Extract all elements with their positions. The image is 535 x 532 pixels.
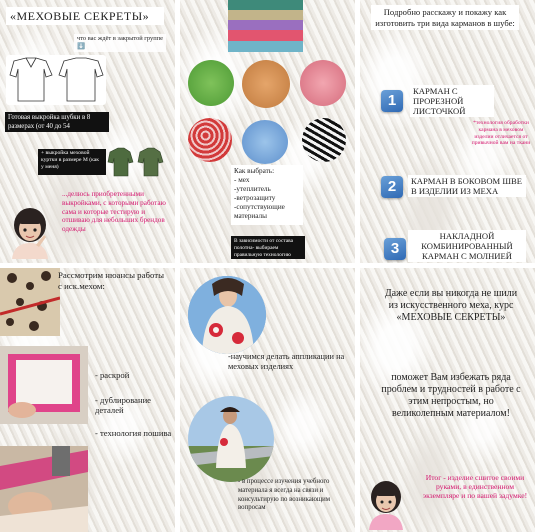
composition-note: В зависимости от состава полотна- выбираем правильную технологию	[231, 236, 305, 259]
fabric-stack-image	[228, 0, 303, 52]
model-park-photo	[188, 396, 274, 482]
course-title: «МЕХОВЫЕ СЕКРЕТЫ»	[6, 7, 164, 25]
pink-fur-swatch	[300, 60, 346, 106]
applique-text: -научимся делать аппликации на меховых изделиях	[228, 352, 345, 372]
avatar-icon	[364, 478, 408, 530]
number-badge-3: 3	[384, 238, 406, 260]
model-applique-photo	[188, 276, 266, 354]
number-badge-1: 1	[381, 90, 403, 112]
how-to-choose-text: Как выбрать: - мех -утеплитель -ветрозащиту -сопутствующие материалы	[231, 165, 303, 225]
coat-sketch-image	[6, 55, 106, 105]
panel-summary[interactable]	[360, 268, 535, 532]
leopard-fabric-image	[0, 268, 60, 336]
list-item-cutting: - раскрой	[95, 370, 130, 380]
camel-fur-swatch	[242, 60, 290, 108]
number-badge-2: 2	[381, 176, 403, 198]
zebra-fur-swatch	[302, 118, 346, 162]
pockets-heading: Подробно расскажу и покажу как изготовить три вида карманов в шубе:	[371, 5, 519, 30]
pattern-caption: Готовая выкройка шубки в 8 размерах (от 40 до 54	[5, 112, 109, 132]
summary-text: Даже если вы никогда не шили из искусственного меха, курс «МЕХОВЫЕ СЕКРЕТЫ»	[384, 288, 518, 323]
panel-applique[interactable]	[180, 268, 355, 532]
panel-pockets[interactable]	[360, 0, 535, 263]
panel-fur-work[interactable]	[0, 268, 175, 532]
summary-text-2: поможет Вам избежать ряда проблем и трудностей в работе с этим непростым, но великолепным материалом!	[381, 372, 521, 419]
group-note: что вас ждёт в закрытой группе ⬇️	[74, 34, 166, 52]
avatar-icon	[6, 205, 54, 259]
sewing-machine-image	[0, 446, 88, 532]
patterns-pink-text: ...делюсь приобретенными выкройками, с которыми работаю сама и которые тестирую и отшиваю для небольших брендов одежды	[62, 190, 166, 234]
pocket-label-2: КАРМАН В БОКОВОМ ШВЕ В ИЗДЕЛИИ ИЗ МЕХА	[408, 175, 526, 197]
fur-work-intro: Рассмотрим нюансы работы с иск.мехом:	[58, 270, 165, 291]
panel-materials[interactable]	[180, 0, 355, 263]
pocket-label-1: КАРМАН С ПРОРЕЗНОЙ ЛИСТОЧКОЙ	[410, 85, 494, 117]
red-dots-swatch	[188, 118, 232, 162]
panel-patterns[interactable]	[0, 0, 175, 263]
bonus-caption: + выкройка меховой куртки в размере М (как у меня)	[38, 149, 106, 175]
green-fur-swatch	[188, 60, 234, 106]
pocket-pink-note: *технология обработки кармана в меховом изделии отличается от привычной вам на ткани	[471, 120, 531, 147]
list-item-doubling: - дублирование деталей	[95, 395, 151, 415]
support-text: - в процессе изучения учебного материала я всегда на связи и консультирую по возникающим вопросам	[238, 478, 331, 512]
list-item-sewing: - технология пошива	[95, 428, 172, 438]
result-pink-text: Итог - изделие сшитое своими руками, в единственном экземпляре и по вашей задумке!	[422, 473, 528, 500]
blue-fur-swatch	[242, 120, 288, 164]
pocket-label-3: НАКЛАДНОЙ КОМБИНИРОВАННЫЙ КАРМАН С МОЛНИЕЙ	[408, 230, 526, 262]
jacket-sketch-image	[106, 146, 164, 178]
cutting-image	[0, 346, 88, 424]
